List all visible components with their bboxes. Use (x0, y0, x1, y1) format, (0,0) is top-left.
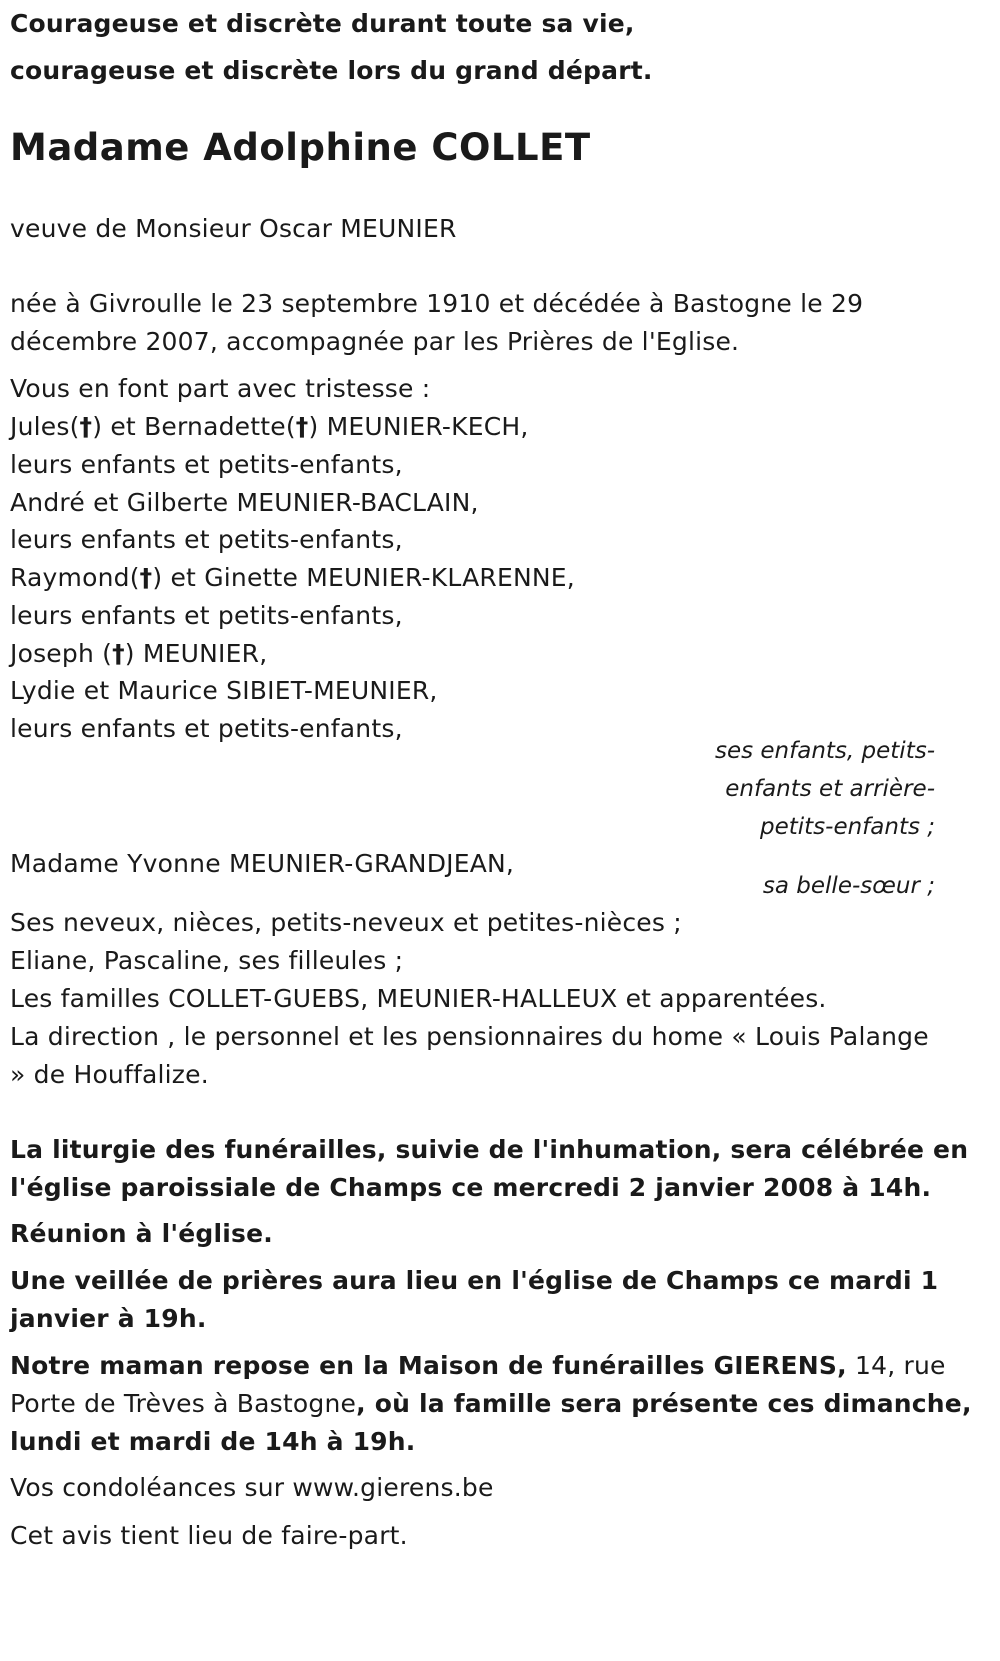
repose-line-2 (10, 1385, 972, 1423)
family-line: leurs enfants et petits-enfants, (10, 714, 403, 743)
birth-death-line-2: décembre 2007, accompagnée par les Prières de l'Eglise. (10, 327, 740, 356)
widow-of: veuve de Monsieur Oscar MEUNIER (10, 214, 457, 243)
birth-death-line-1: née à Givroulle le 23 septembre 1910 et décédée à Bastogne le 29 (10, 289, 864, 318)
family-text: ) MEUNIER-KECH, (308, 412, 529, 441)
family-line (10, 559, 575, 597)
family-text: ) MEUNIER, (124, 639, 268, 668)
condolences: Vos condoléances sur www.gierens.be (10, 1473, 494, 1502)
cross-icon: † (112, 639, 125, 668)
family-line: leurs enfants et petits-enfants, (10, 601, 403, 630)
epigraph-line-1: Courageuse et discrète durant toute sa vie, (10, 9, 635, 38)
family-text: ) et Ginette MEUNIER-KLARENNE, (152, 563, 575, 592)
family-line (10, 408, 529, 446)
other-line: Ses neveux, nièces, petits-neveux et petites-nièces ; (10, 908, 682, 937)
family-line: André et Gilberte MEUNIER-BACLAIN, (10, 488, 479, 517)
cross-icon: † (79, 412, 93, 441)
family-line: Lydie et Maurice SIBIET-MEUNIER, (10, 676, 438, 705)
family-line: leurs enfants et petits-enfants, (10, 525, 403, 554)
sister-in-law-role: sa belle-sœur ; (762, 873, 935, 899)
repose-address: 14, rue (846, 1351, 946, 1380)
notice: Cet avis tient lieu de faire-part. (10, 1521, 408, 1550)
repose-line-3: lundi et mardi de 14h à 19h. (10, 1427, 416, 1456)
family-text: ) et Bernadette( (92, 412, 296, 441)
announcement-intro: Vous en font part avec tristesse : (10, 374, 431, 403)
epigraph-line-2: courageuse et discrète lors du grand départ. (10, 56, 653, 85)
repose-bold-2: , où la famille sera présente ces dimanche, (356, 1389, 972, 1418)
cross-icon: † (295, 412, 309, 441)
vigil-line-2: janvier à 19h. (10, 1304, 207, 1333)
other-line: Les familles COLLET-GUEBS, MEUNIER-HALLEUX et apparentées. (10, 984, 827, 1013)
family-line: leurs enfants et petits-enfants, (10, 450, 403, 479)
family-text: Jules( (10, 412, 80, 441)
meeting: Réunion à l'église. (10, 1219, 273, 1248)
vigil-line-1: Une veillée de prières aura lieu en l'église de Champs ce mardi 1 (10, 1266, 939, 1295)
family-line (10, 635, 267, 673)
children-role-line-3: petits-enfants ; (759, 814, 935, 840)
other-line: » de Houffalize. (10, 1060, 209, 1089)
family-text: Joseph ( (10, 639, 113, 668)
children-role-line-2: enfants et arrière- (725, 776, 935, 802)
family-text: Raymond( (10, 563, 140, 592)
deceased-name: Madame Adolphine COLLET (10, 126, 591, 169)
liturgy-line-1: La liturgie des funérailles, suivie de l'inhumation, sera célébrée en (10, 1135, 969, 1164)
other-line: Eliane, Pascaline, ses filleules ; (10, 946, 404, 975)
other-line: La direction , le personnel et les pensionnaires du home « Louis Palange (10, 1022, 929, 1051)
sister-in-law: Madame Yvonne MEUNIER-GRANDJEAN, (10, 849, 515, 878)
liturgy-line-2: l'église paroissiale de Champs ce mercredi 2 janvier 2008 à 14h. (10, 1173, 932, 1202)
repose-line-1 (10, 1347, 946, 1385)
cross-icon: † (139, 563, 153, 592)
repose-address-2: Porte de Trèves à Bastogne (10, 1389, 357, 1418)
repose-bold: Notre maman repose en la Maison de funérailles GIERENS, (10, 1351, 847, 1380)
children-role-line-1: ses enfants, petits- (714, 738, 935, 764)
